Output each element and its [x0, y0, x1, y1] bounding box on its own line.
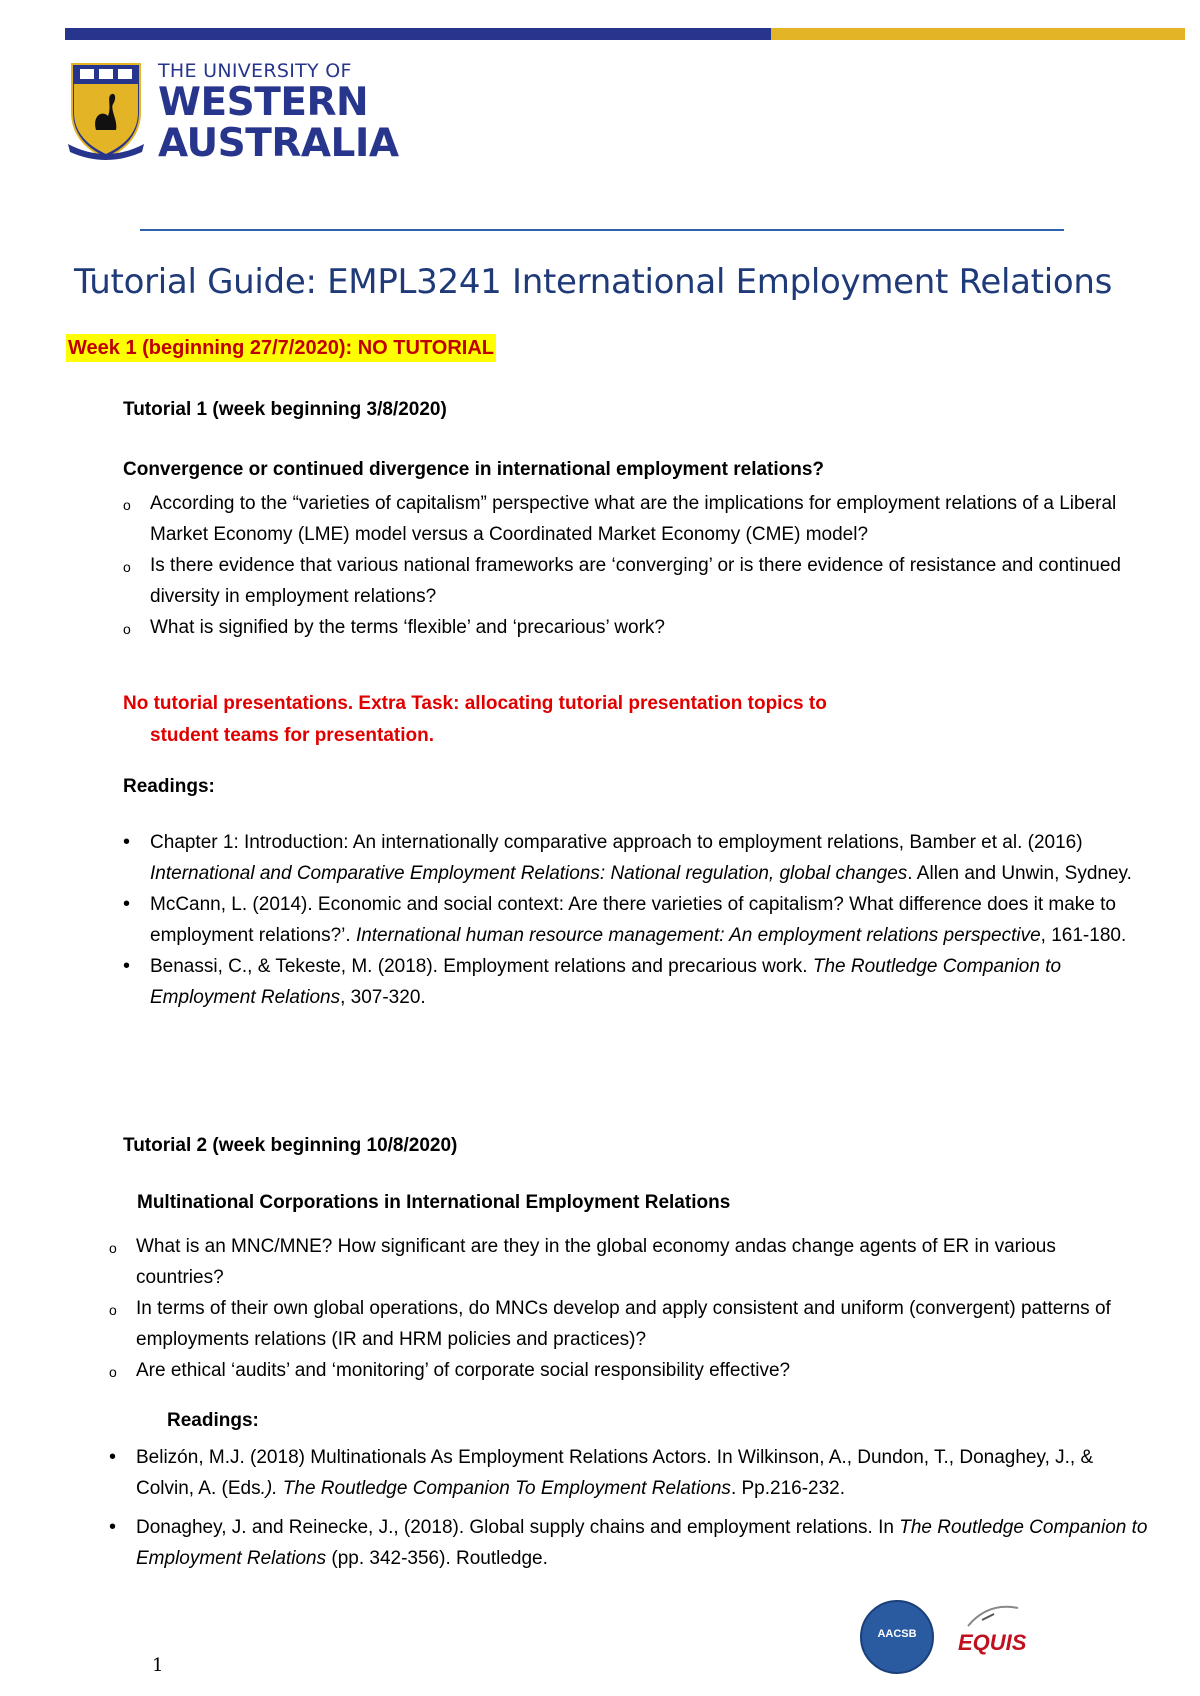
- list-item: [123, 550, 1133, 612]
- bullet-circle-icon: o: [123, 621, 131, 637]
- equis-swoosh-icon: [948, 1600, 1058, 1630]
- reading-item: [109, 1512, 1149, 1574]
- reading-text-title: International and Comparative Employment Relations: National regulation, global changes: [150, 863, 908, 884]
- wordmark-line-3: AUSTRALIA: [158, 121, 399, 166]
- tutorial1-questions: [123, 488, 1133, 643]
- reading-item: [123, 889, 1133, 951]
- list-item: [109, 1231, 1139, 1293]
- question-text: According to the “varieties of capitalism” perspective what are the implications for employment relations of a Liberal Market Economy (LME) model versus a Coordinated Market Economy (CME) model?: [150, 493, 1117, 545]
- question-text: What is an MNC/MNE? How significant are they in the global economy andas change agents of ER in various countries?: [136, 1236, 1056, 1288]
- aacsb-accreditation-badge: [860, 1600, 934, 1674]
- bullet-circle-icon: o: [109, 1364, 117, 1380]
- wordmark-line-1: THE UNIVERSITY OF: [158, 60, 352, 82]
- bullet-dot-icon: •: [123, 831, 131, 853]
- tutorial1-heading: Tutorial 1 (week beginning 3/8/2020): [123, 399, 447, 420]
- reading-text-post: . Pp.216-232.: [730, 1478, 846, 1499]
- tutorial1-notice-line2: student teams for presentation.: [150, 725, 434, 746]
- page-title: Tutorial Guide: EMPL3241 International Employment Relations: [74, 262, 1113, 302]
- reading-text-post: . Allen and Unwin, Sydney.: [907, 863, 1132, 884]
- equis-text: EQUIS: [958, 1630, 1027, 1655]
- bullet-circle-icon: o: [109, 1240, 117, 1256]
- wordmark-line-2: WESTERN: [158, 80, 369, 125]
- header-bar-blue: [65, 28, 771, 40]
- university-logo: [66, 60, 399, 166]
- reading-item: [123, 951, 1133, 1013]
- tutorial2-topic: Multinational Corporations in International Employment Relations: [137, 1192, 731, 1213]
- page-number: 1: [152, 1655, 164, 1676]
- question-text: In terms of their own global operations, do MNCs develop and apply consistent and uniform (convergent) patterns of employments relations (IR and HRM policies and practices)?: [136, 1298, 1111, 1350]
- question-text: Is there evidence that various national frameworks are ‘converging’ or is there evidence of resistance and continued diversity in employment relations?: [150, 555, 1121, 607]
- reading-text-pre: McCann, L. (2014). Economic and social context: Are there varieties of capitalism? What difference does it make to employment relations?’.: [150, 894, 1116, 946]
- list-item: [109, 1355, 1139, 1386]
- bullet-circle-icon: o: [123, 497, 131, 513]
- tutorial1-readings-label: Readings:: [123, 776, 215, 797]
- week1-notice: Week 1 (beginning 27/7/2020): NO TUTORIAL: [66, 334, 496, 362]
- university-wordmark: [158, 60, 399, 166]
- header-divider: [140, 229, 1064, 231]
- list-item: [123, 612, 1133, 643]
- tutorial1-readings: [123, 827, 1133, 1013]
- question-text: Are ethical ‘audits’ and ‘monitoring’ of corporate social responsibility effective?: [136, 1360, 791, 1381]
- bullet-dot-icon: •: [123, 893, 131, 915]
- list-item: [109, 1293, 1139, 1355]
- list-item: [123, 488, 1133, 550]
- bullet-dot-icon: •: [109, 1516, 117, 1538]
- reading-text-title: The Routledge Companion to Employment Relations: [136, 1517, 1148, 1569]
- crest-icon: [66, 60, 146, 160]
- reading-text-pre: Chapter 1: Introduction: An internationally comparative approach to employment relations, Bamber et al. (2016): [150, 832, 1083, 853]
- tutorial1-topic: Convergence or continued divergence in international employment relations?: [123, 459, 825, 480]
- reading-text-title: International human resource management: An employment relations perspective: [355, 925, 1041, 946]
- question-text: What is signified by the terms ‘flexible’ and ‘precarious’ work?: [150, 617, 665, 638]
- reading-item: [109, 1442, 1149, 1504]
- tutorial1-notice-line1: No tutorial presentations. Extra Task: allocating tutorial presentation topics to: [123, 693, 827, 714]
- bullet-circle-icon: o: [109, 1302, 117, 1318]
- bullet-dot-icon: •: [109, 1446, 117, 1468]
- reading-text-title: .). The Routledge Companion To Employment Relations: [260, 1478, 731, 1499]
- tutorial2-questions: [109, 1231, 1139, 1386]
- reading-text-pre: Donaghey, J. and Reinecke, J., (2018). Global supply chains and employment relations. In: [136, 1517, 900, 1538]
- aacsb-badge-text: AACSB: [877, 1628, 917, 1640]
- tutorial2-readings: [109, 1442, 1149, 1574]
- reading-text-post: , 307-320.: [340, 987, 426, 1008]
- tutorial2-readings-label: Readings:: [167, 1410, 259, 1431]
- reading-text-pre: Belizón, M.J. (2018) Multinationals As Employment Relations Actors. In Wilkinson, A., Dundon, T., Donaghey, J., & Colvin, A. (Eds: [136, 1447, 1094, 1499]
- equis-accreditation-logo: [948, 1600, 1058, 1670]
- reading-text-post: , 161-180.: [1040, 925, 1127, 946]
- reading-text-title: The Routledge Companion to Employment Relations: [150, 956, 1062, 1008]
- reading-text-pre: Benassi, C., & Tekeste, M. (2018). Employment relations and precarious work.: [150, 956, 813, 977]
- bullet-circle-icon: o: [123, 559, 131, 575]
- reading-text-post: (pp. 342-356). Routledge.: [326, 1548, 548, 1569]
- header-color-bar: [65, 28, 1185, 40]
- reading-item: [123, 827, 1133, 889]
- tutorial2-heading: Tutorial 2 (week beginning 10/8/2020): [123, 1135, 458, 1156]
- header-bar-gold: [771, 28, 1185, 40]
- bullet-dot-icon: •: [123, 955, 131, 977]
